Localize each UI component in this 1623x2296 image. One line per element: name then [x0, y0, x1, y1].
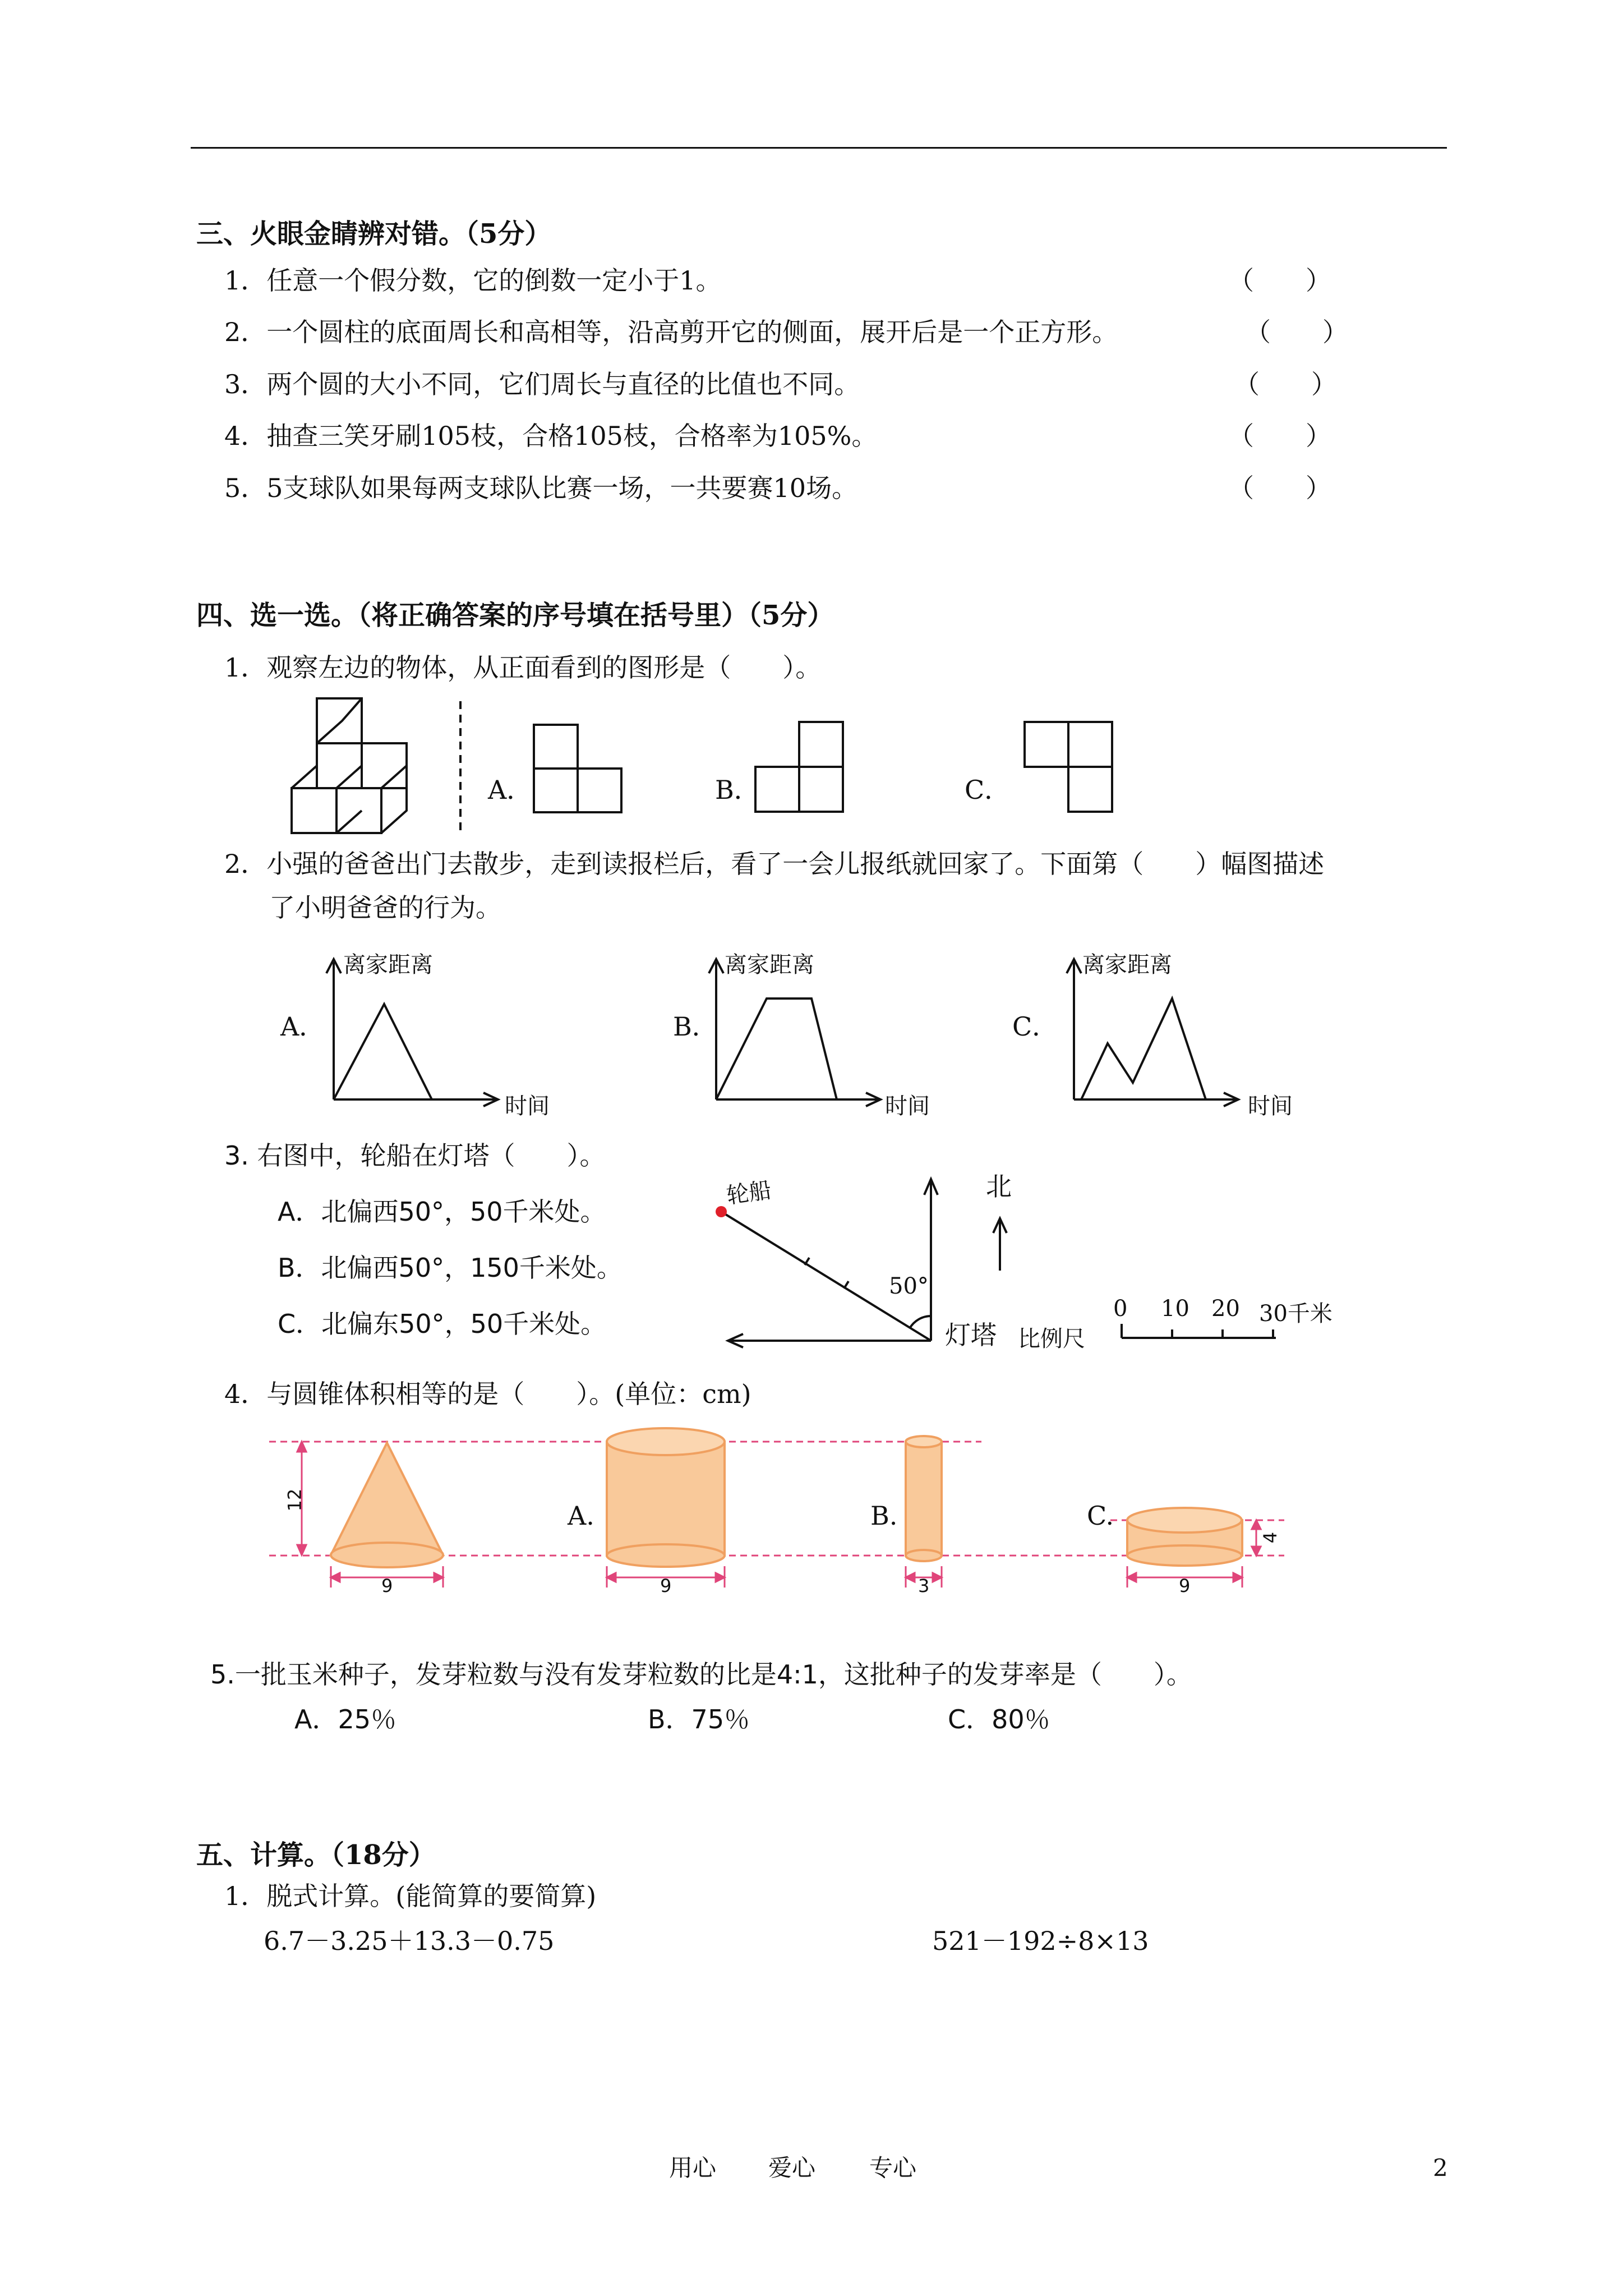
s3-item-5: 5．5支球队如果每两支球队比赛一场，一共要赛10场。	[224, 473, 858, 503]
s3-item-1-paren[interactable]: （ ）	[1228, 265, 1331, 296]
option-b-shape	[754, 721, 844, 813]
s3-item-4-paren[interactable]: （ ）	[1228, 421, 1331, 451]
ship-label: 轮船	[725, 1177, 773, 1209]
footer-motto-2: 爱心	[768, 2154, 816, 2182]
s4-q5: 5.一批玉米种子，发芽粒数与没有发芽粒数的比是4:1，这批种子的发芽率是（ ）。	[210, 1659, 1192, 1690]
s4-q1: 1．观察左边的物体，从正面看到的图形是（ ）。	[224, 652, 822, 683]
solid-c-label[interactable]: C.	[1087, 1501, 1114, 1531]
solid-b-label[interactable]: B.	[870, 1501, 898, 1531]
s3-item-4: 4．抽查三笑牙刷105枝，合格105枝，合格率为105%。	[224, 421, 878, 451]
section4-title: 四、选一选。（将正确答案的序号填在括号里）（5分）	[196, 600, 834, 631]
graph-c-label[interactable]: C．	[1012, 1011, 1058, 1042]
s5-q1: 1．脱式计算。(能简算的要简算)	[224, 1881, 597, 1911]
section3-title: 三、火眼金睛辨对错。（5分）	[196, 218, 552, 250]
cylinder-a-top	[607, 1428, 725, 1455]
s4-q3-option-a[interactable]: A．北偏西50°，50千米处。	[278, 1197, 606, 1227]
solid-a-label[interactable]: A.	[568, 1501, 594, 1531]
solid-b-diameter-label: 3	[918, 1575, 930, 1596]
s4-q3-option-b[interactable]: B．北偏西50°，150千米处。	[278, 1253, 623, 1283]
graph-a-xlabel: 时间	[505, 1093, 550, 1119]
section5-title: 五、计算。（18分）	[196, 1839, 436, 1871]
scale-label: 比例尺	[1018, 1326, 1085, 1352]
s5-expr-1: 6.7－3.25＋13.3－0.75	[264, 1926, 555, 1956]
page-number: 2	[1433, 2154, 1448, 2182]
s3-item-2-paren[interactable]: （ ）	[1245, 317, 1348, 347]
north-arrow	[992, 1217, 1008, 1273]
s4-q3-option-c[interactable]: C．北偏东50°，50千米处。	[278, 1309, 607, 1339]
s3-item-3-paren[interactable]: （ ）	[1234, 369, 1337, 399]
s3-item-3: 3．两个圆的大小不同，它们周长与直径的比值也不同。	[224, 369, 860, 399]
s4-q5-option-a[interactable]: A．25％	[294, 1704, 397, 1734]
cone	[331, 1443, 443, 1555]
scale-tick-20: 20	[1211, 1296, 1240, 1322]
footer-motto-1: 用心	[669, 2154, 717, 2182]
footer-motto-3: 专心	[869, 2154, 917, 2182]
scale-tick-30: 30千米	[1259, 1301, 1332, 1327]
s5-expr-2: 521－192÷8×13	[932, 1926, 1149, 1956]
graph-c-ylabel: 离家距离	[1082, 952, 1172, 978]
graph-a-ylabel: 离家距离	[343, 952, 433, 978]
s4-q3: 3. 右图中，轮船在灯塔（ ）。	[224, 1140, 606, 1171]
north-label: 北	[986, 1171, 1012, 1202]
cone-diameter-label: 9	[381, 1575, 393, 1596]
s3-item-2: 2．一个圆柱的底面周长和高相等，沿高剪开它的侧面，展开后是一个正方形。	[224, 317, 1118, 347]
solid-c-height-label: 4	[1260, 1531, 1281, 1544]
s4-q1-option-b[interactable]: B．	[715, 775, 760, 805]
solids-diagram	[264, 1425, 1307, 1610]
scale-tick-0: 0	[1113, 1296, 1128, 1322]
angle-label: 50°	[889, 1273, 929, 1299]
graph-a-label[interactable]: A．	[280, 1011, 325, 1042]
scale-bar	[1119, 1321, 1281, 1343]
graph-c-xlabel: 时间	[1248, 1093, 1293, 1119]
solid-c-diameter-label: 9	[1179, 1575, 1191, 1596]
dashed-divider	[459, 701, 462, 836]
header-rule	[191, 147, 1447, 149]
s3-item-1: 1．任意一个假分数，它的倒数一定小于1。	[224, 265, 722, 296]
s4-q4: 4．与圆锥体积相等的是（ ）。(单位：cm)	[224, 1379, 751, 1409]
graph-b	[708, 954, 887, 1111]
s4-q1-option-c[interactable]: C．	[965, 775, 1011, 805]
s4-q2-line2: 了小明爸爸的行为。	[269, 892, 501, 923]
option-c-shape	[1023, 721, 1113, 813]
graph-c	[1066, 954, 1245, 1111]
tower-label: 灯塔	[945, 1320, 997, 1350]
graph-b-ylabel: 离家距离	[725, 952, 814, 978]
solid-a-diameter-label: 9	[660, 1575, 672, 1596]
graph-b-xlabel: 时间	[885, 1093, 930, 1119]
s4-q1-option-a[interactable]: A．	[488, 775, 533, 805]
cone-height-label: 12	[284, 1488, 306, 1512]
ship-dot	[716, 1206, 727, 1217]
graph-b-label[interactable]: B．	[673, 1011, 718, 1042]
option-a-shape	[533, 724, 623, 813]
s4-q5-option-b[interactable]: B．75％	[648, 1704, 750, 1734]
s4-q2-line1: 2．小强的爸爸出门去散步，走到读报栏后，看了一会儿报纸就回家了。下面第（ ）幅图描述	[224, 849, 1325, 879]
scale-tick-10: 10	[1161, 1296, 1189, 1322]
s4-q5-option-c[interactable]: C．80％	[948, 1704, 1050, 1734]
cube-stack-figure	[292, 698, 437, 839]
graph-a	[325, 954, 505, 1111]
s3-item-5-paren[interactable]: （ ）	[1228, 473, 1331, 503]
